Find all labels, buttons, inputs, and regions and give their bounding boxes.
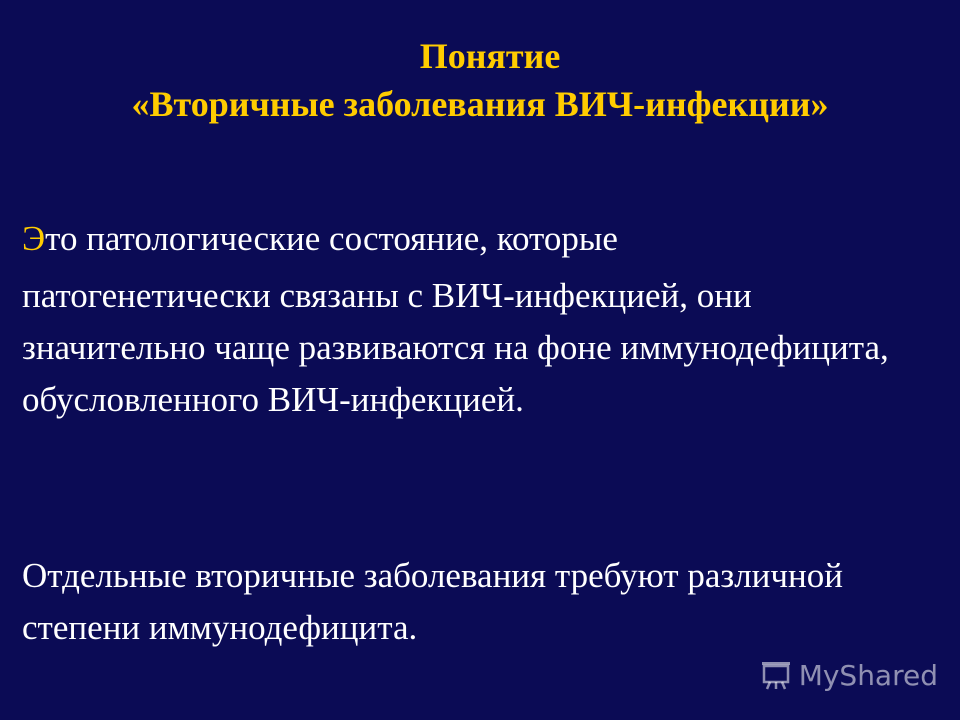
definition-first-line xyxy=(22,213,942,264)
projector-screen-icon xyxy=(759,658,793,692)
title-line-1: Понятие xyxy=(419,36,561,76)
definition-first-line-text: то патологические состояние, которые xyxy=(45,219,618,258)
definition-first-letter: Э xyxy=(22,219,46,258)
slide-title xyxy=(0,32,960,128)
watermark xyxy=(759,658,938,692)
definition-paragraph xyxy=(22,213,942,426)
watermark-text: MyShared xyxy=(798,658,938,692)
definition-rest: патогенетически связаны с ВИЧ-инфекцией, они значительно чаще развиваются на фоне иммунодефицита, обусловленного ВИЧ-инфекцией. xyxy=(22,276,889,419)
title-line-2: «Вторичные заболевания ВИЧ-инфекции» xyxy=(131,84,829,124)
note-paragraph: Отдельные вторичные заболевания требуют различной степени иммунодефицита. xyxy=(22,556,843,647)
